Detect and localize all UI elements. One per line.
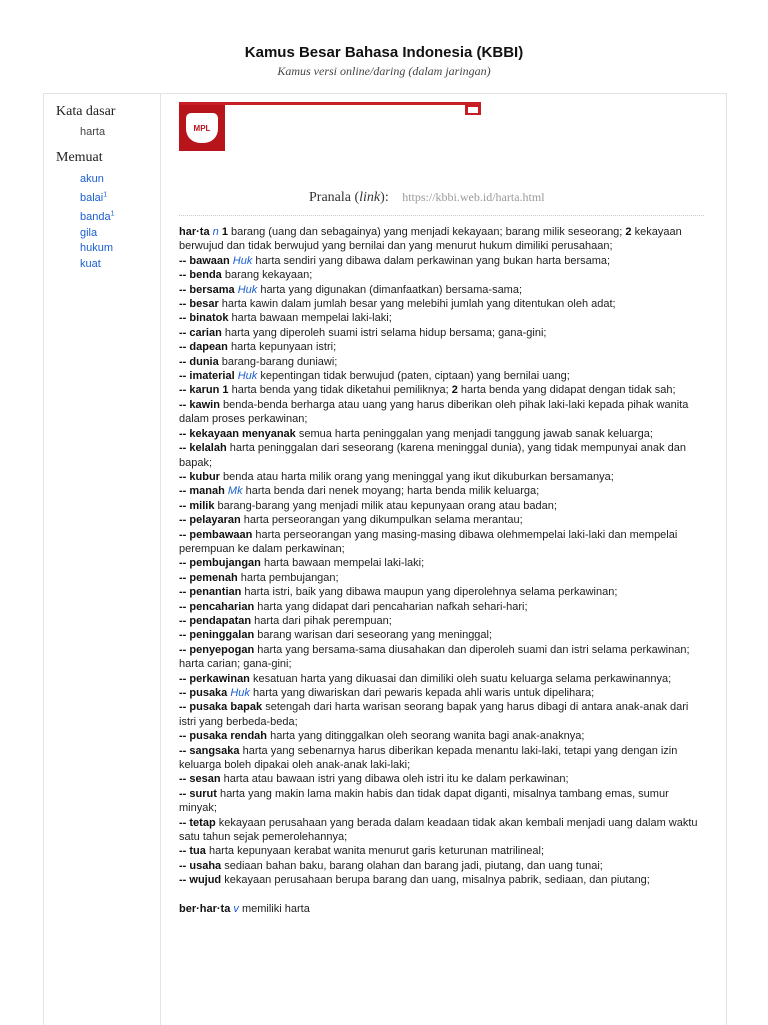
page-header bbox=[0, 0, 768, 79]
contains-link[interactable]: balai$^1$ bbox=[80, 191, 108, 205]
permalink-label: Pranala (link): bbox=[309, 190, 389, 205]
site-subtitle: Kamus versi online/daring (dalam jaringan) bbox=[277, 64, 491, 78]
definition-list bbox=[179, 225, 704, 916]
contains-link[interactable]: gila bbox=[80, 226, 98, 239]
main-content bbox=[179, 102, 704, 916]
definition-entry: -- kubur benda atau harta milik orang yang meninggal yang ikut dikuburkan bersamanya; bbox=[179, 470, 614, 483]
mpl-logo-icon: MPL bbox=[186, 113, 218, 143]
contains-item bbox=[80, 207, 160, 226]
definition-entry: -- pembujangan harta bawaan mempelai laki-laki; bbox=[179, 557, 425, 570]
contains-heading: Memuat bbox=[56, 150, 103, 165]
contains-item bbox=[80, 172, 160, 188]
contains-link[interactable]: kuat bbox=[80, 257, 101, 270]
root-word: harta bbox=[80, 126, 106, 138]
definition-entry: -- imaterial Huk kepentingan tidak berwujud (paten, ciptaan) yang bernilai uang; bbox=[179, 370, 570, 383]
definition-entry: -- perkawinan kesatuan harta yang dikuasai dan dimiliki oleh suatu keluarga selama perkawinannya; bbox=[179, 672, 672, 685]
definition-entry: -- dunia barang-barang duniawi; bbox=[179, 355, 338, 368]
contains-list bbox=[80, 172, 160, 272]
permalink-url[interactable]: https://kbbi.web.id/harta.html bbox=[402, 190, 545, 204]
contains-item bbox=[80, 257, 160, 273]
definition-entry: -- kelalah harta peninggalan dari seseorang (karena meninggal dunia), yang tidak mempunyai anak dan bapak; bbox=[179, 442, 686, 469]
definition-entry: -- karun 1 harta benda yang tidak diketahui pemiliknya; 2 harta benda yang didapat dengan tidak sah; bbox=[179, 384, 676, 397]
definition-entry: -- pelayaran harta perseorangan yang dikumpulkan selama merantau; bbox=[179, 514, 523, 527]
definition-entry: -- sesan harta atau bawaan istri yang dibawa oleh istri itu ke dalam perkawinan; bbox=[179, 773, 569, 786]
definition-entry: -- tetap kekayaan perusahaan yang berada dalam keadaan tidak akan kembali menjadi uang dalam waktu satu tahun sejak pemerolehannya; bbox=[179, 816, 698, 844]
definition-entry: -- binatok harta bawaan mempelai laki-laki; bbox=[179, 312, 392, 325]
definition-entry: -- sangsaka harta yang sebenarnya harus diberikan kepada menantu laki-laki, tetapi yang dengan izin keluarga boleh dipakai oleh anak-anak laki-laki; bbox=[179, 744, 678, 772]
divider bbox=[179, 215, 704, 216]
definition-entry: -- bawaan Huk harta sendiri yang dibawa dalam perkawinan yang bukan harta bersama; bbox=[179, 254, 611, 267]
contains-item bbox=[80, 226, 160, 242]
banner-logo bbox=[179, 105, 225, 151]
ad-choices-icon[interactable] bbox=[465, 105, 481, 115]
dictionary-frame bbox=[43, 93, 727, 1025]
derived-entry: ber·har·ta v memiliki harta bbox=[179, 902, 310, 915]
definition-entry: -- tua harta kepunyaan kerabat wanita menurut garis keturunan matrilineal; bbox=[179, 845, 545, 858]
definition-entry: -- benda barang kekayaan; bbox=[179, 269, 313, 282]
definition-entry: -- pusaka bapak setengah dari harta warisan seorang bapak yang harus dibagi di antara anak-anak dari istri yang berbeda-beda; bbox=[179, 701, 689, 728]
definition-entry: -- pembawaan harta perseorangan yang masing-masing dibawa olehmempelai laki-laki dan mempelai perempuan ke dalam perkawinan; bbox=[179, 528, 678, 555]
definition-entry: -- surut harta yang makin lama makin habis dan tidak dapat diganti, misalnya tambang emas, sumur minyak; bbox=[179, 787, 669, 815]
definition-entry: -- kekayaan menyanak semua harta peninggalan yang menjadi tanggung jawab sanak keluarga; bbox=[179, 427, 653, 440]
contains-item bbox=[80, 241, 160, 257]
definition-entry: -- penantian harta istri, baik yang dibawa maupun yang diperolehnya selama perkawinan; bbox=[179, 586, 618, 599]
definition-entry: -- pusaka rendah harta yang ditinggalkan oleh seorang wanita bagi anak-anaknya; bbox=[179, 730, 585, 743]
definition-entry: -- peninggalan barang warisan dari seseorang yang meninggal; bbox=[179, 629, 493, 642]
root-word-heading: Kata dasar bbox=[56, 104, 116, 119]
sidebar bbox=[44, 94, 161, 1025]
definition-entry: -- usaha sediaan bahan baku, barang olahan dan barang jadi, piutang, dan uang tunai; bbox=[179, 859, 603, 872]
definition-entry: -- besar harta kawin dalam jumlah besar yang melebihi jumlah yang ditentukan oleh adat; bbox=[179, 298, 616, 311]
definition-entry: -- carian harta yang diperoleh suami istri selama hidup bersama; gana-gini; bbox=[179, 326, 547, 339]
definition-entry: -- pusaka Huk harta yang diwariskan dari pewaris kepada ahli waris untuk dipelihara; bbox=[179, 687, 595, 699]
definition-entry: -- pencaharian harta yang didapat dari pencaharian nafkah sehari-hari; bbox=[179, 600, 528, 613]
definition-entry: -- milik barang-barang yang menjadi milik atau kepunyaan orang atau badan; bbox=[179, 499, 557, 512]
definition-entry: -- pendapatan harta dari pihak perempuan; bbox=[179, 614, 392, 627]
permalink-row bbox=[309, 190, 704, 206]
definition-entry: -- dapean harta kepunyaan istri; bbox=[179, 341, 337, 354]
contains-link[interactable]: hukum bbox=[80, 242, 114, 255]
definition-entry: -- wujud kekayaan perusahaan berupa barang dan uang, misalnya pabrik, sediaan, dan piutang; bbox=[179, 874, 650, 887]
definition-entry: -- bersama Huk harta yang digunakan (dimanfaatkan) bersama-sama; bbox=[179, 283, 523, 296]
ad-banner[interactable] bbox=[179, 102, 481, 154]
definition-entry: -- pemenah harta pembujangan; bbox=[179, 571, 339, 584]
definition-entry: -- kawin benda-benda berharga atau uang yang harus diberikan oleh pihak laki-laki kepada pihak wanita dalam proses perkawinan; bbox=[179, 398, 689, 426]
contains-link[interactable]: akun bbox=[80, 173, 104, 185]
contains-item bbox=[80, 188, 160, 207]
definition-entry: -- penyepogan harta yang bersama-sama diusahakan dan diperoleh suami dan istri selama perkawinan; harta carian; gana-gini; bbox=[179, 643, 690, 671]
contains-link[interactable]: banda$^1$ bbox=[80, 210, 115, 224]
definition-entry: har·ta n 1 barang (uang dan sebagainya) yang menjadi kekayaan; barang milik seseorang; 2 kekayaan berwujud dan tidak berwujud yang bernilai dan yang menurut hukum dimiliki perusahaan; bbox=[179, 226, 682, 253]
definition-entry: -- manah Mk harta benda dari nenek moyang; harta benda milik keluarga; bbox=[179, 485, 540, 498]
site-title: Kamus Besar Bahasa Indonesia (KBBI) bbox=[244, 44, 524, 61]
